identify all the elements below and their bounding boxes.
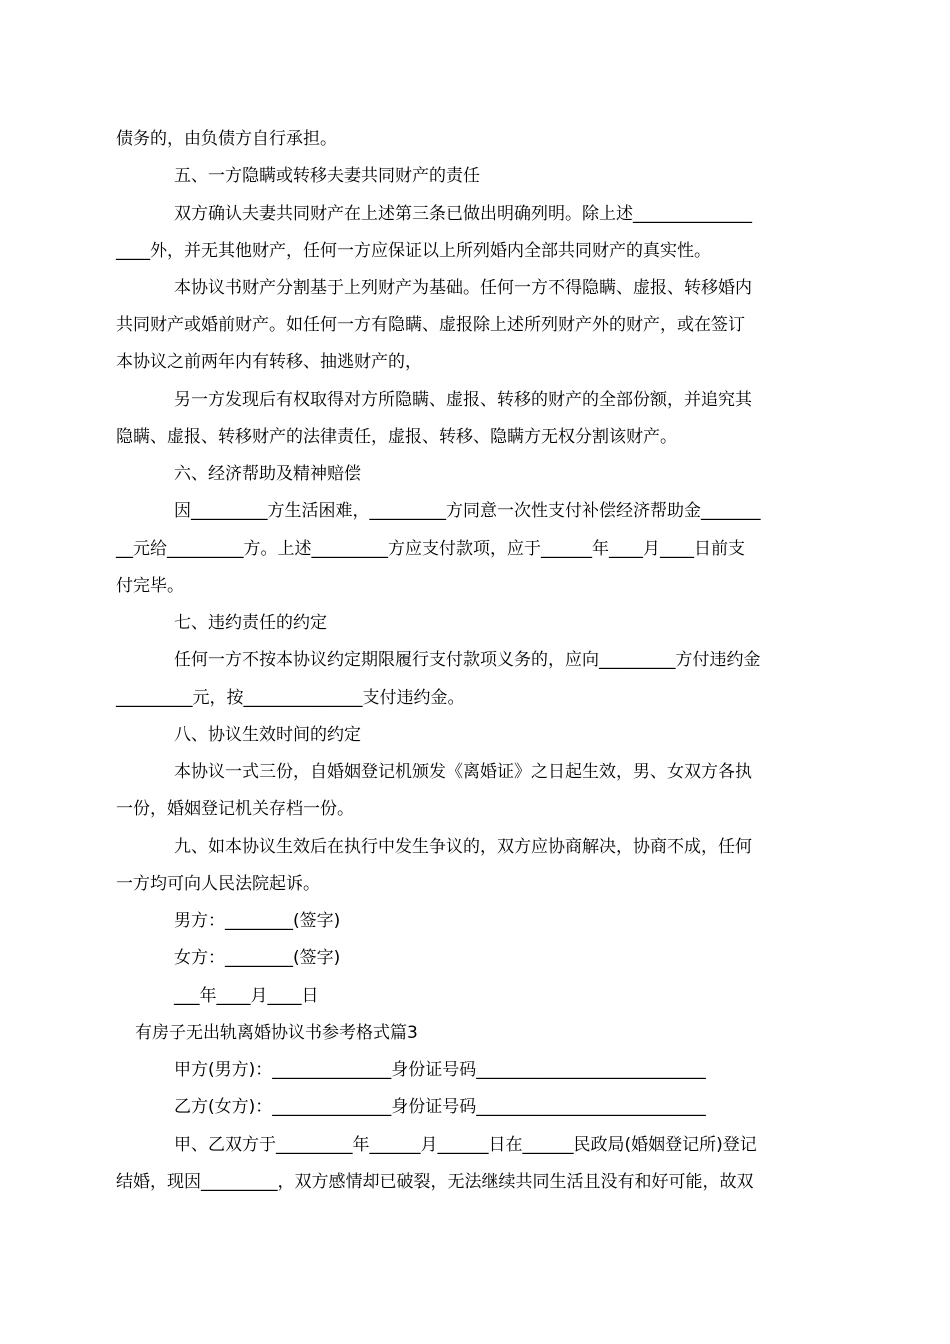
text-line: 甲、乙双方于_________年______月______日在______民政局(婚姻登记所)登记 [174, 1135, 757, 1155]
document-title: 有房子无出轨离婚协议书参考格式篇3 [135, 1023, 418, 1043]
text-line: 双方确认夫妻共同财产在上述第三条已做出明确列明。除上述______________ [174, 204, 752, 224]
section-heading: 五、一方隐瞒或转移夫妻共同财产的责任 [174, 166, 480, 186]
section-heading: 八、协议生效时间的约定 [174, 725, 361, 745]
text-line: 债务的，由负债方自行承担。 [116, 129, 337, 149]
text-line: 本协议之前两年内有转移、抽逃财产的， [116, 352, 422, 372]
signature-line-female: 女方：________(签字) [174, 948, 341, 968]
text-line: 本协议书财产分割基于上列财产为基础。任何一方不得隐瞒、虚报、转移婚内 [174, 278, 752, 298]
text-line: __元给_________方。上述_________方应支付款项，应于______年____月____日前支 [116, 539, 745, 559]
signature-line-male: 男方：________(签字) [174, 911, 341, 931]
text-line: 一份，婚姻登记机关存档一份。 [116, 799, 354, 819]
text-line: 本协议一式三份，自婚姻登记机颁发《离婚证》之日起生效，男、女双方各执 [174, 762, 752, 782]
text-line: 付完毕。 [116, 576, 184, 596]
party-a-line: 甲方(男方)：______________身份证号码___________________________ [174, 1060, 706, 1080]
text-line: 结婚，现因_________，双方感情却已破裂，无法继续共同生活且没有和好可能，故双 [116, 1172, 754, 1192]
text-line: 任何一方不按本协议约定期限履行支付款项义务的，应向_________方付违约金 [174, 650, 761, 670]
text-line: 一方均可向人民法院起诉。 [116, 874, 320, 894]
text-line: 另一方发现后有权取得对方所隐瞒、虚报、转移的财产的全部份额，并追究其 [174, 390, 752, 410]
section-heading: 七、违约责任的约定 [174, 613, 327, 633]
text-line: 九、如本协议生效后在执行中发生争议的，双方应协商解决，协商不成，任何 [174, 837, 752, 857]
text-line: 共同财产或婚前财产。如任何一方有隐瞒、虚报除上述所列财产外的财产，或在签订 [116, 315, 745, 335]
party-b-line: 乙方(女方)：______________身份证号码___________________________ [174, 1097, 706, 1117]
text-line: 隐瞒、虚报、转移财产的法律责任，虚报、转移、隐瞒方无权分割该财产。 [116, 427, 677, 447]
date-line: ___年____月____日 [174, 986, 319, 1006]
text-line: 因_________方生活困难，_________方同意一次性支付补偿经济帮助金_______ [174, 501, 761, 521]
text-line: ____外，并无其他财产，任何一方应保证以上所列婚内全部共同财产的真实性。 [116, 241, 711, 261]
text-line: _________元，按______________支付违约金。 [116, 688, 465, 708]
section-heading: 六、经济帮助及精神赔偿 [174, 464, 361, 484]
